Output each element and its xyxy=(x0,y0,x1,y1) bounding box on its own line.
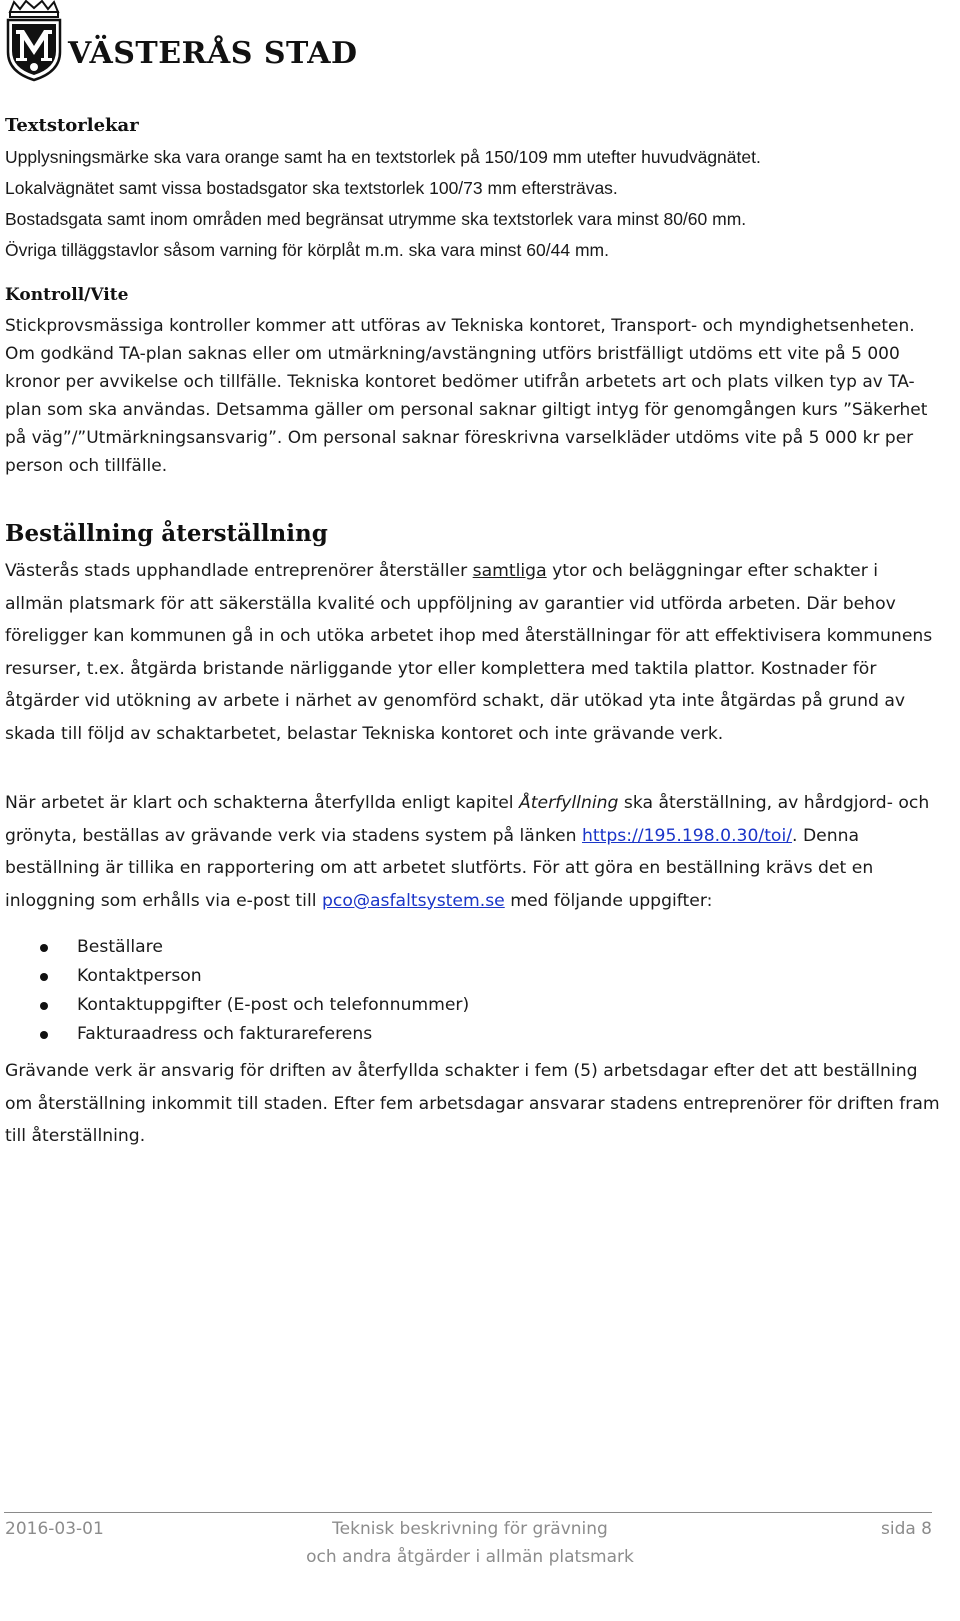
footer-divider xyxy=(4,1512,932,1513)
email-link[interactable]: pco@asfaltsystem.se xyxy=(321,890,505,911)
list-item-label: Kontaktuppgifter (E-post och telefonnummer) xyxy=(77,995,470,1015)
chapter-reference: Återfyllning xyxy=(519,793,619,813)
list-item-label: Fakturaadress och fakturareferens xyxy=(77,1024,373,1044)
footer-title-line: och andra åtgärder i allmän platsmark xyxy=(306,1547,634,1567)
text-run: . Denna beställning är tillika en rapportering om att arbetet slutförts. För att göra en beställning krävs det en inloggning som erhålls via e-post till xyxy=(5,825,874,911)
list-item xyxy=(40,933,952,962)
paragraph-bestallning-order xyxy=(5,787,940,917)
coat-of-arms-icon xyxy=(4,0,64,82)
section-heading-bestallning: Beställning återställning xyxy=(5,520,328,547)
text-line: Lokalvägnätet samt vissa bostadsgator ska textstorlek 100/73 mm eftersträvas. xyxy=(5,178,618,198)
required-info-list xyxy=(40,933,952,1049)
text-run: När arbetet är klart och schakterna återfyllda enligt kapitel xyxy=(5,793,520,813)
list-item-label: Beställare xyxy=(77,937,163,957)
text-run: ytor och beläggningar efter schakter i allmän platsmark för att säkerställa kvalité och uppföljning av garantier vid utförda arbeten. Där behov föreligger kan kommunen gå in och utöka arbetet ihop med återställningar för att effektivisera kommunens resurser, t.ex. åtgärda bristande närliggande ytor eller komplettera med taktila plattor. Kostnader för åtgärder vid utökning av arbete i närhet av genomförd schakt, där utökad yta inte åtgärdas på grund av skada till följd av schaktarbetet, belastar Tekniska kontoret och inte grävande verk. xyxy=(5,561,933,744)
list-item xyxy=(40,991,952,1020)
bullet-icon xyxy=(40,1002,48,1010)
list-item xyxy=(40,962,952,991)
list-item-label: Kontaktperson xyxy=(77,966,202,986)
paragraph-bestallning-intro xyxy=(5,555,940,750)
footer-date: 2016-03-01 xyxy=(5,1519,104,1539)
text-line: Upplysningsmärke ska vara orange samt ha en textstorlek på 150/109 mm utefter huvudvägnätet. xyxy=(5,147,761,167)
section-heading-textstorlekar: Textstorlekar xyxy=(5,115,139,136)
footer-document-title xyxy=(295,1515,645,1571)
footer-page-number: sida 8 xyxy=(880,1519,932,1539)
text-line: Övriga tilläggstavlor såsom varning för körplåt m.m. ska vara minst 60/44 mm. xyxy=(5,240,609,260)
bullet-icon xyxy=(40,973,48,981)
underlined-word: samtliga xyxy=(472,561,547,581)
paragraph-bestallning-drift: Grävande verk är ansvarig för driften av återfyllda schakter i fem (5) arbetsdagar efter det att beställning om återställning inkommit till staden. Efter fem arbetsdagar ansvarar stadens entreprenörer för driften fram till återställning. xyxy=(5,1061,940,1146)
footer-title-line: Teknisk beskrivning för grävning xyxy=(332,1519,608,1539)
text-run: Västerås stads upphandlade entreprenörer återställer xyxy=(5,561,473,581)
text-run: med följande uppgifter: xyxy=(504,890,713,911)
section-heading-kontroll-vite: Kontroll/Vite xyxy=(5,285,129,305)
logo-text: VÄSTERÅS STAD xyxy=(68,36,358,71)
vasteras-stad-logo xyxy=(4,0,358,86)
toi-system-link[interactable]: https://195.198.0.30/toi/ xyxy=(581,825,793,846)
text-line: Bostadsgata samt inom områden med begränsat utrymme ska textstorlek vara minst 80/60 mm. xyxy=(5,209,747,229)
bullet-icon xyxy=(40,944,48,952)
paragraph-textstorlekar xyxy=(5,142,935,266)
list-item xyxy=(40,1020,952,1049)
bullet-icon xyxy=(40,1031,48,1039)
text-run: ska återställning, av hårdgjord- och grönyta, beställas av grävande verk via stadens system på länken xyxy=(5,793,930,846)
paragraph-kontroll-vite: Stickprovsmässiga kontroller kommer att utföras av Tekniska kontoret, Transport- och myndighetsenheten. Om godkänd TA-plan saknas eller om utmärkning/avstängning utförs bristfälligt utdöms ett vite på 5 000 kronor per avvikelse och tillfälle. Tekniska kontoret bedömer utifrån arbetets art och plats vilken typ av TA-plan som ska användas. Detsamma gäller om personal saknar giltigt intyg för genomgången kurs ”Säkerhet på väg”/”Utmärkningsansvarig”. Om personal saknar föreskrivna varselkläder utdöms vite på 5 000 kr per person och tillfälle. xyxy=(5,316,928,476)
